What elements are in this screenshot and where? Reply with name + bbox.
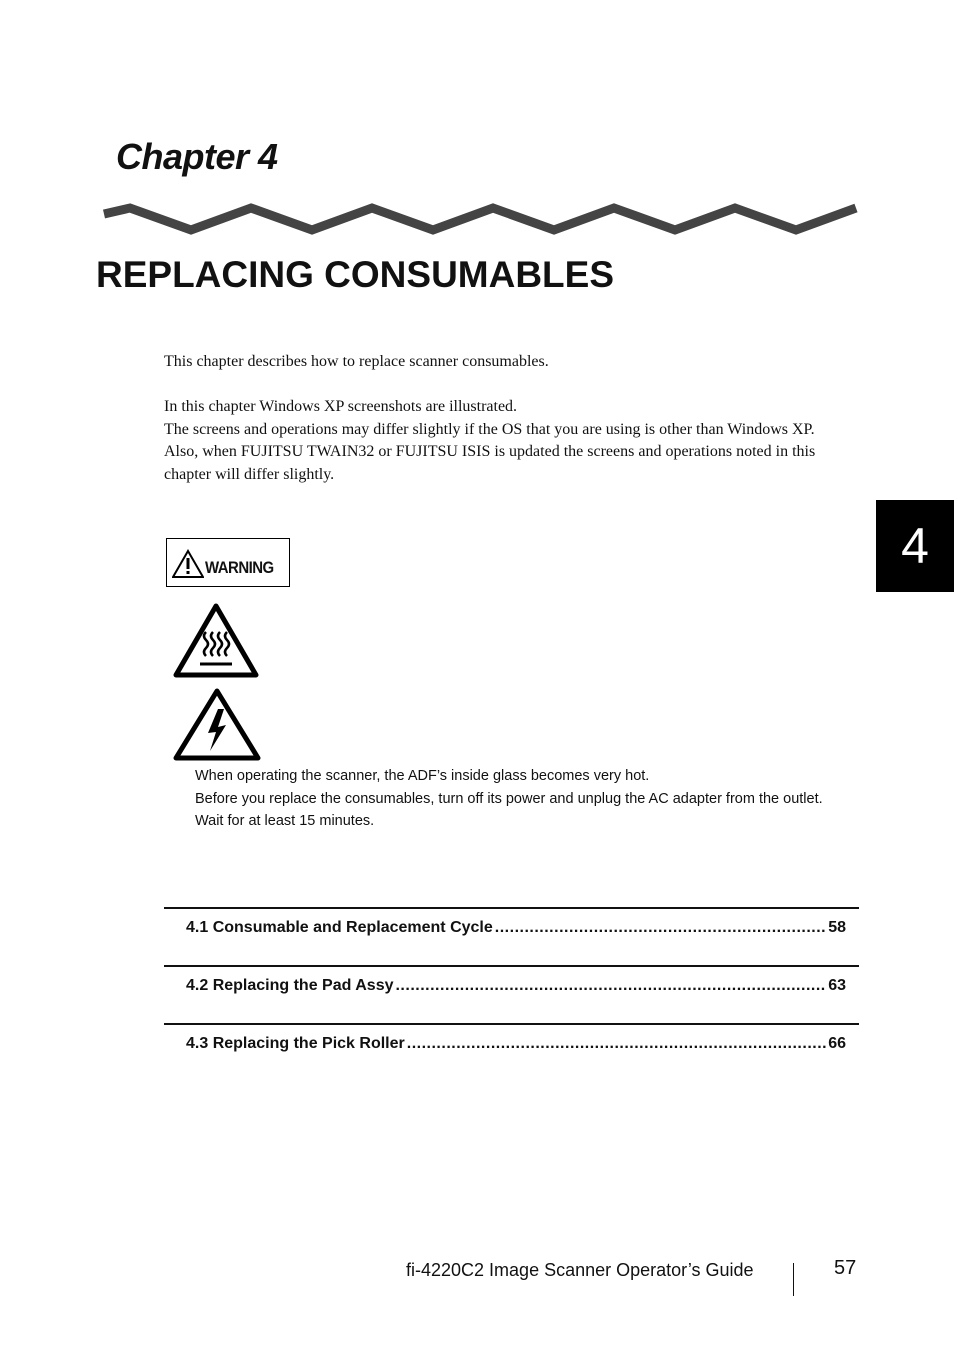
- os-note-line: In this chapter Windows XP screenshots are illustrated.: [164, 398, 518, 415]
- electric-shock-icon: [172, 687, 262, 763]
- toc-divider: [164, 1023, 859, 1025]
- toc-leader-dots: [395, 977, 826, 995]
- intro-text: This chapter describes how to replace scanner consumables.: [164, 353, 549, 370]
- toc-leader-dots: [407, 1035, 826, 1053]
- os-note: [164, 396, 864, 486]
- toc-entry[interactable]: [186, 977, 846, 995]
- page-number: 57: [834, 1257, 857, 1279]
- os-note-line: The screens and operations may differ slightly if the OS that you are using is other than Windows XP.: [164, 420, 815, 438]
- footer-divider: [793, 1263, 794, 1296]
- toc-entry-page: 58: [828, 919, 846, 936]
- exclamation-triangle-icon: [172, 549, 204, 579]
- chapter-label: Chapter 4: [116, 136, 278, 177]
- zigzag-line: [104, 208, 856, 230]
- hot-surface-icon: [172, 602, 260, 680]
- toc-divider: [164, 965, 859, 967]
- toc-entry[interactable]: [186, 919, 846, 937]
- toc-divider: [164, 907, 859, 909]
- toc-entry-title: 4.1 Consumable and Replacement Cycle: [186, 919, 493, 936]
- warning-line: When operating the scanner, the ADF’s inside glass becomes very hot.: [195, 768, 650, 784]
- os-note-line: Also, when FUJITSU TWAIN32 or FUJITSU ISIS is updated the screens and operations noted in this chapter will differ slightly.: [164, 443, 816, 483]
- intro-paragraph: [164, 351, 864, 374]
- toc-entry-page: 63: [828, 977, 846, 994]
- footer-guide-title: fi-4220C2 Image Scanner Operator’s Guide: [406, 1260, 754, 1280]
- toc-leader-dots: [495, 919, 826, 937]
- chapter-zigzag-divider: [100, 196, 860, 242]
- warning-label: WARNING: [205, 558, 274, 577]
- chapter-tab: 4: [876, 500, 954, 592]
- warning-line: Before you replace the consumables, turn off its power and unplug the AC adapter from the outlet. Wait for at least 15 minutes.: [195, 790, 823, 829]
- warning-badge: [166, 538, 290, 587]
- warning-message: [195, 765, 855, 833]
- toc-entry-title: 4.2 Replacing the Pad Assy: [186, 977, 394, 994]
- toc-entry-page: 66: [828, 1035, 846, 1052]
- toc-entry[interactable]: [186, 1035, 846, 1053]
- page-title: REPLACING CONSUMABLES: [96, 254, 615, 295]
- toc-entry-title: 4.3 Replacing the Pick Roller: [186, 1035, 405, 1052]
